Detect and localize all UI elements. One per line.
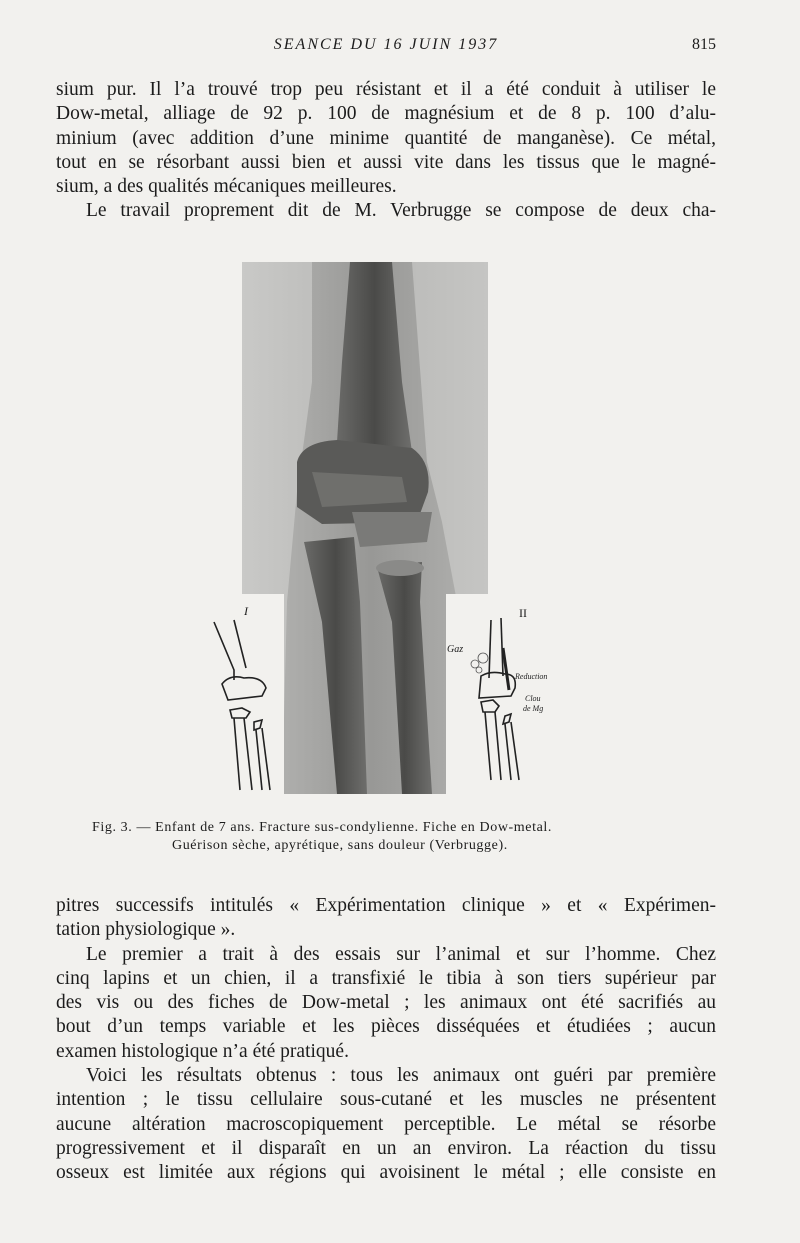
- caption-line: Guérison sèche, apyrétique, sans douleur (Verbrugge).: [172, 838, 508, 853]
- text-line: Le travail proprement dit de M. Verbrugge se compose de deux cha-: [86, 200, 716, 222]
- text-line: bout d’un temps variable et les pièces disséquées et étudiées ; aucun: [56, 1016, 716, 1038]
- text-line: tout en se résorbant aussi bien et aussi vite dans les tissus que le magné-: [56, 151, 716, 173]
- elbow-sketch-i: [204, 600, 284, 800]
- text-line: Le premier a trait à des essais sur l’animal et sur l’homme. Chez: [86, 943, 716, 965]
- text-line: aucune altération macroscopiquement perceptible. Le métal se résorbe: [56, 1113, 716, 1135]
- running-title: SEANCE DU 16 JUIN 1937: [273, 36, 499, 53]
- annotation-clou: Clou: [525, 694, 541, 703]
- text-line: progressivement et il disparaît en un an environ. La réaction du tissu: [56, 1137, 716, 1159]
- text-line: sium, a des qualités mécaniques meilleures.: [56, 176, 397, 198]
- text-line: Voici les résultats obtenus : tous les animaux ont guéri par première: [86, 1065, 716, 1087]
- text-line: minium (avec addition d’une minime quantité de manganèse). Ce métal,: [56, 127, 716, 149]
- sketch-label-i: I: [244, 604, 248, 618]
- text-line: osseux est limitée aux régions qui avoisinent le métal ; elle consiste en: [56, 1162, 716, 1184]
- paragraph-top: [56, 78, 716, 224]
- sketch-ii: [445, 600, 565, 800]
- text-line: Dow-metal, alliage de 92 p. 100 de magnésium et de 8 p. 100 d’alu-: [56, 103, 716, 125]
- running-head: [56, 36, 716, 60]
- annotation-gaz: Gaz: [447, 644, 464, 655]
- text-line: sium pur. Il l’a trouvé trop peu résistant et il a été conduit à utiliser le: [56, 79, 716, 100]
- text-line: cinq lapins et un chien, il a transfixié le tibia à son tiers supérieur par: [56, 967, 716, 989]
- elbow-sketch-ii: [445, 600, 565, 800]
- page-number: 815: [692, 36, 716, 53]
- paragraph-bottom: [56, 894, 716, 1186]
- text-line: examen histologique n’a été pratiqué.: [56, 1040, 349, 1062]
- annotation-reduction: Reduction: [515, 672, 548, 681]
- annotation-mg: de Mg: [523, 704, 544, 713]
- caption-line: Fig. 3. — Enfant de 7 ans. Fracture sus-condylienne. Fiche en Dow-metal.: [92, 820, 552, 835]
- sketch-i: [204, 600, 284, 800]
- figure-caption: [92, 819, 692, 855]
- sketch-label-ii: II: [519, 606, 527, 620]
- text-line: des vis ou des fiches de Dow-metal ; les animaux ont été sacrifiés au: [56, 992, 716, 1014]
- text-line: intention ; le tissu cellulaire sous-cutané et les muscles ne présentent: [56, 1089, 716, 1111]
- text-line: tation physiologique ».: [56, 919, 236, 941]
- text-line: pitres successifs intitulés « Expérimentation clinique » et « Expérimen-: [56, 895, 716, 916]
